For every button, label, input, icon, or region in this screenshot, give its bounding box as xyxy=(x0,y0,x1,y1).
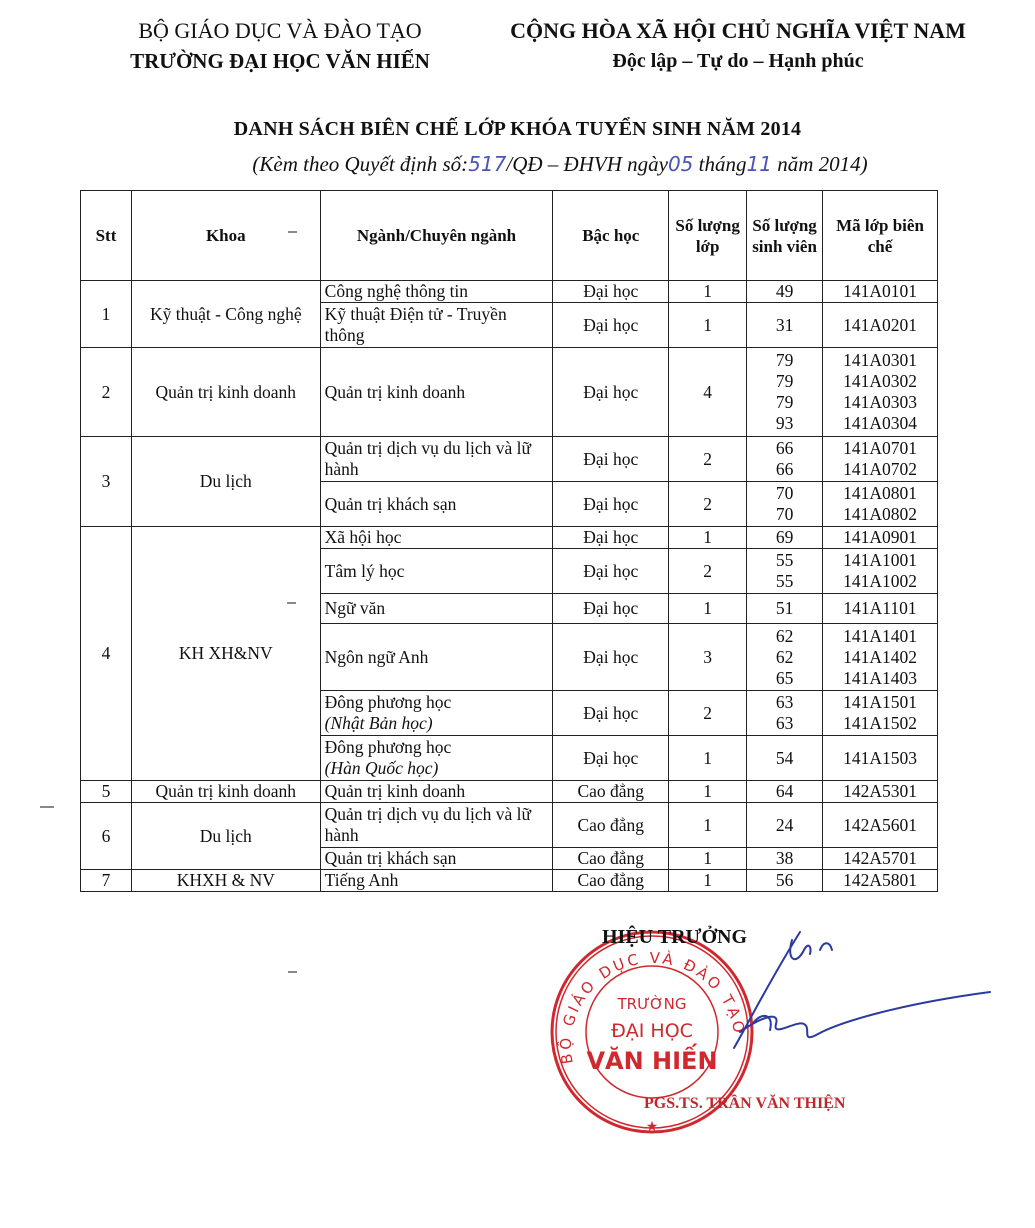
sv-value: 63 xyxy=(775,713,794,733)
decision-number: 517 xyxy=(468,152,507,176)
bac-cell: Đại học xyxy=(553,549,669,594)
table-row xyxy=(81,527,938,549)
lop-cell: 2 xyxy=(669,437,747,482)
bac-cell: Cao đẳng xyxy=(553,848,669,870)
sv-cell: 64 xyxy=(747,781,823,803)
stt-cell: 3 xyxy=(81,437,132,527)
nganh-cell: Quản trị kinh doanh xyxy=(320,348,553,437)
stt-cell: 6 xyxy=(81,803,132,870)
sv-value: 62 xyxy=(775,625,794,646)
ma-value: 141A1002 xyxy=(843,571,917,591)
lop-cell: 1 xyxy=(669,848,747,870)
nganh-sub: (Hàn Quốc học) xyxy=(324,758,439,778)
stt-cell: 5 xyxy=(81,781,132,803)
nganh-cell: Ngữ văn xyxy=(320,594,553,624)
subtitle-suffix: năm 2014) xyxy=(777,152,868,176)
nganh-cell: Quản trị khách sạn xyxy=(320,482,553,527)
ma-value: 141A0801 xyxy=(843,483,917,503)
ma-cell: 141A1101 xyxy=(823,594,938,624)
table-header-row xyxy=(81,191,938,281)
khoa-cell: Quản trị kinh doanh xyxy=(131,348,320,437)
stt-cell: 7 xyxy=(81,870,132,892)
sv-cell: 24 xyxy=(747,803,823,848)
khoa-cell: KHXH & NV xyxy=(131,870,320,892)
ma-value: 141A1501 xyxy=(843,692,917,712)
nganh-cell: Xã hội học xyxy=(320,527,553,549)
signer-role: HIỆU TRƯỞNG xyxy=(602,926,748,948)
sv-cell xyxy=(747,691,823,736)
header-bac: Bậc học xyxy=(553,191,669,281)
sv-value: 79 xyxy=(775,350,794,370)
bac-cell: Cao đẳng xyxy=(553,870,669,892)
table-row xyxy=(81,281,938,303)
header-so-sv: Số lượng sinh viên xyxy=(747,191,823,281)
seal-line-3: VĂN HIẾN xyxy=(586,1047,718,1075)
nganh-cell: Quản trị kinh doanh xyxy=(320,781,553,803)
ministry-name: BỘ GIÁO DỤC VÀ ĐÀO TẠO xyxy=(138,18,422,43)
sv-cell xyxy=(747,482,823,527)
sv-cell: 49 xyxy=(747,281,823,303)
nganh-cell xyxy=(320,736,553,781)
table-row xyxy=(81,348,938,437)
lop-cell: 3 xyxy=(669,624,747,691)
sv-cell xyxy=(747,549,823,594)
signer-name: PGS.TS. TRẦN VĂN THIỆN xyxy=(644,1095,846,1112)
bac-cell: Đại học xyxy=(553,594,669,624)
seal-line-1: TRƯỜNG xyxy=(617,995,687,1013)
bac-cell: Cao đẳng xyxy=(553,781,669,803)
bac-cell: Đại học xyxy=(553,482,669,527)
ma-cell xyxy=(823,437,938,482)
lop-cell: 1 xyxy=(669,870,747,892)
ma-cell: 142A5601 xyxy=(823,803,938,848)
ma-cell: 141A0101 xyxy=(823,281,938,303)
ma-cell xyxy=(823,624,938,691)
khoa-cell: Du lịch xyxy=(131,437,320,527)
bac-cell: Đại học xyxy=(553,348,669,437)
sv-cell: 38 xyxy=(747,848,823,870)
lop-cell: 1 xyxy=(669,594,747,624)
seal-star-icon: ★ xyxy=(645,1120,659,1135)
lop-cell: 1 xyxy=(669,527,747,549)
university-name: TRƯỜNG ĐẠI HỌC VĂN HIẾN xyxy=(130,49,430,73)
national-header xyxy=(478,18,998,78)
nganh-sub: (Nhật Bản học) xyxy=(324,713,433,733)
sv-cell: 69 xyxy=(747,527,823,549)
ma-cell: 141A1503 xyxy=(823,736,938,781)
stt-cell: 1 xyxy=(81,281,132,348)
ma-cell: 142A5301 xyxy=(823,781,938,803)
ma-cell: 141A0201 xyxy=(823,303,938,348)
class-allocation-table xyxy=(80,190,938,892)
ma-value: 141A1502 xyxy=(843,713,917,733)
scan-mark xyxy=(40,806,54,808)
sv-value: 65 xyxy=(775,667,794,688)
header-stt: Stt xyxy=(81,191,132,281)
lop-cell: 1 xyxy=(669,736,747,781)
ma-value: 141A0301 xyxy=(843,350,917,370)
sv-cell xyxy=(747,348,823,437)
scan-mark xyxy=(287,602,296,604)
bac-cell: Đại học xyxy=(553,437,669,482)
lop-cell: 2 xyxy=(669,691,747,736)
header-so-lop: Số lượng lớp xyxy=(669,191,747,281)
ma-value: 141A1401 xyxy=(843,625,917,646)
bac-cell: Đại học xyxy=(553,691,669,736)
sv-cell xyxy=(747,437,823,482)
sv-cell: 56 xyxy=(747,870,823,892)
nganh-cell: Kỹ thuật Điện tử - Truyền thông xyxy=(320,303,553,348)
header-khoa: Khoa xyxy=(131,191,320,281)
seal-line-2: ĐẠI HỌC xyxy=(611,1020,693,1042)
sv-value: 62 xyxy=(775,646,794,667)
ma-cell: 142A5701 xyxy=(823,848,938,870)
khoa-cell: KH XH&NV xyxy=(131,527,320,781)
nganh-cell: Công nghệ thông tin xyxy=(320,281,553,303)
ma-value: 141A0701 xyxy=(843,438,917,458)
sv-value: 79 xyxy=(775,371,794,391)
sv-cell xyxy=(747,624,823,691)
ma-cell xyxy=(823,348,938,437)
lop-cell: 2 xyxy=(669,549,747,594)
decision-month: 11 xyxy=(746,152,772,176)
bac-cell: Đại học xyxy=(553,736,669,781)
bac-cell: Đại học xyxy=(553,624,669,691)
ma-value: 141A0802 xyxy=(843,504,917,524)
lop-cell: 2 xyxy=(669,482,747,527)
sv-cell: 51 xyxy=(747,594,823,624)
lop-cell: 1 xyxy=(669,781,747,803)
handwritten-signature xyxy=(700,920,1000,1060)
sv-cell: 31 xyxy=(747,303,823,348)
sv-value: 93 xyxy=(775,413,794,433)
nganh-cell: Tiếng Anh xyxy=(320,870,553,892)
scan-mark xyxy=(288,971,297,973)
bac-cell: Đại học xyxy=(553,303,669,348)
ma-cell: 142A5801 xyxy=(823,870,938,892)
scan-mark xyxy=(288,231,297,233)
table-row xyxy=(81,870,938,892)
lop-cell: 1 xyxy=(669,303,747,348)
sv-value: 79 xyxy=(775,392,794,412)
sv-value: 63 xyxy=(775,692,794,712)
ma-cell xyxy=(823,482,938,527)
lop-cell: 1 xyxy=(669,281,747,303)
seal-outer-text: BỘ GIÁO DỤC VÀ ĐÀO TẠO xyxy=(556,948,749,1066)
sv-value: 66 xyxy=(775,438,794,458)
document-title: DANH SÁCH BIÊN CHẾ LỚP KHÓA TUYỂN SINH NĂM 2014 xyxy=(233,118,802,140)
subtitle-mid2: tháng xyxy=(698,152,747,176)
bac-cell: Đại học xyxy=(553,527,669,549)
bac-cell: Cao đẳng xyxy=(553,803,669,848)
sv-cell: 54 xyxy=(747,736,823,781)
nganh-cell: Ngôn ngữ Anh xyxy=(320,624,553,691)
header-ma-lop: Mã lớp biên chế xyxy=(823,191,938,281)
nganh-cell: Quản trị dịch vụ du lịch và lữ hành xyxy=(320,437,553,482)
table-row xyxy=(81,781,938,803)
nganh-cell xyxy=(320,691,553,736)
lop-cell: 1 xyxy=(669,803,747,848)
subtitle-mid1: QĐ – ĐHVH ngày xyxy=(512,152,668,176)
nganh-main: Đông phương học xyxy=(324,692,452,712)
country-name: CỘNG HÒA XÃ HỘI CHỦ NGHĨA VIỆT NAM xyxy=(510,18,966,43)
stt-cell: 2 xyxy=(81,348,132,437)
header-nganh: Ngành/Chuyên ngành xyxy=(320,191,553,281)
ma-value: 141A0304 xyxy=(843,413,917,433)
khoa-cell: Du lịch xyxy=(131,803,320,870)
ma-cell xyxy=(823,549,938,594)
nganh-cell: Quản trị khách sạn xyxy=(320,848,553,870)
ma-cell xyxy=(823,691,938,736)
subtitle-prefix: (Kèm theo Quyết định số: xyxy=(252,152,469,176)
khoa-cell: Quản trị kinh doanh xyxy=(131,781,320,803)
motto: Độc lập – Tự do – Hạnh phúc xyxy=(612,50,864,72)
nganh-cell: Quản trị dịch vụ du lịch và lữ hành xyxy=(320,803,553,848)
ma-value: 141A1001 xyxy=(843,550,917,570)
table-row xyxy=(81,437,938,482)
stt-cell: 4 xyxy=(81,527,132,781)
ma-value: 141A0303 xyxy=(843,392,917,412)
table-row xyxy=(81,803,938,848)
sv-value: 70 xyxy=(775,483,794,503)
ma-value: 141A1402 xyxy=(843,646,917,667)
decision-day: 05 xyxy=(667,152,694,176)
sv-value: 66 xyxy=(775,459,794,479)
sv-value: 55 xyxy=(775,571,794,591)
khoa-cell: Kỹ thuật - Công nghệ xyxy=(131,281,320,348)
ma-value: 141A0702 xyxy=(843,459,917,479)
ma-value: 141A0302 xyxy=(843,371,917,391)
document-subtitle: (Kèm theo Quyết định số:517/QĐ – ĐHVH ngày05 tháng11 năm 2014) xyxy=(252,152,868,176)
lop-cell: 4 xyxy=(669,348,747,437)
sv-value: 70 xyxy=(775,504,794,524)
issuer-header xyxy=(100,18,460,78)
nganh-cell: Tâm lý học xyxy=(320,549,553,594)
bac-cell: Đại học xyxy=(553,281,669,303)
ma-value: 141A1403 xyxy=(843,667,917,688)
sv-value: 55 xyxy=(775,550,794,570)
ma-cell: 141A0901 xyxy=(823,527,938,549)
nganh-main: Đông phương học xyxy=(324,737,452,757)
